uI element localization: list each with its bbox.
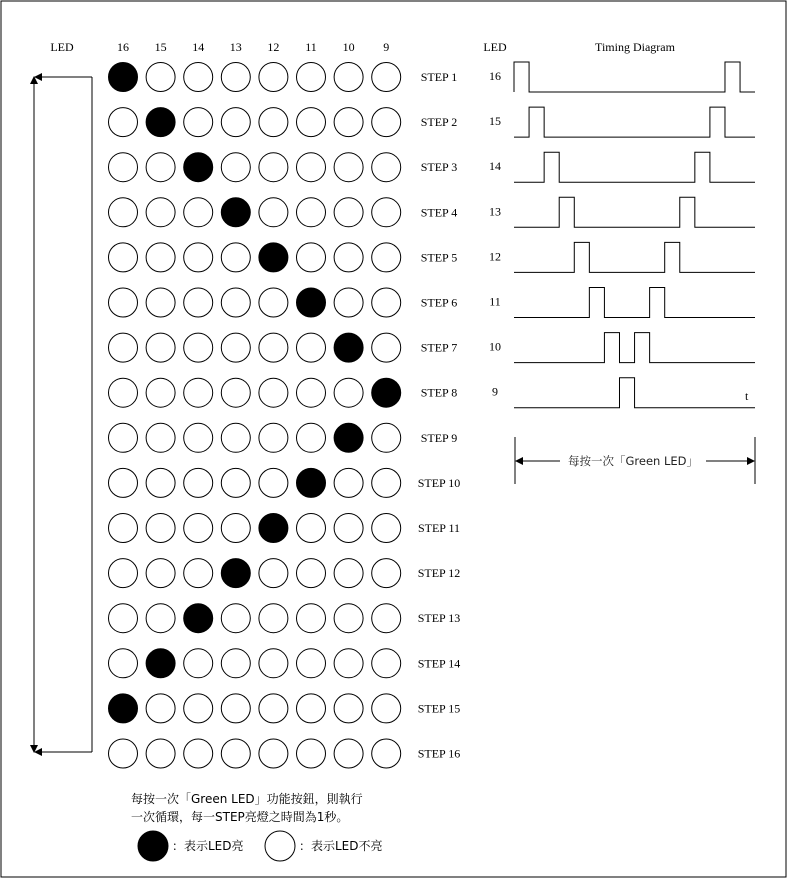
led-grid — [109, 63, 461, 769]
led-unlit — [297, 378, 326, 407]
led-lit — [109, 63, 138, 92]
led-unlit — [297, 423, 326, 452]
led-unlit — [297, 198, 326, 227]
led-unlit — [146, 243, 175, 272]
led-lit — [259, 243, 288, 272]
led-unlit — [372, 108, 401, 137]
led-unlit — [184, 333, 213, 362]
legend-off-label: ：表示LED不亮 — [299, 839, 383, 853]
led-unlit — [221, 153, 250, 182]
step-label: STEP 16 — [417, 746, 461, 761]
led-unlit — [221, 378, 250, 407]
span-label: 每按一次「Green LED」 — [567, 454, 699, 468]
led-unlit — [334, 63, 363, 92]
led-unlit — [334, 153, 363, 182]
led-lit — [146, 108, 175, 137]
led-unlit — [297, 694, 326, 723]
cycle-bracket — [34, 77, 92, 752]
timing-diagram — [489, 62, 755, 408]
timing-row-label: 10 — [489, 339, 501, 354]
timing-trace-led-15 — [514, 107, 755, 137]
led-unlit — [146, 153, 175, 182]
led-unlit — [259, 468, 288, 497]
led-unlit — [221, 108, 250, 137]
led-unlit — [259, 198, 288, 227]
step-row — [109, 153, 458, 182]
step-label: STEP 12 — [417, 566, 461, 581]
timing-row-label: 11 — [489, 294, 501, 309]
timing-led-header: LED — [483, 40, 507, 54]
led-unlit — [146, 378, 175, 407]
led-unlit — [221, 604, 250, 633]
step-row — [109, 288, 458, 317]
timing-trace-led-13 — [514, 197, 755, 227]
led-unlit — [184, 468, 213, 497]
led-unlit — [146, 514, 175, 543]
led-unlit — [146, 198, 175, 227]
step-label: STEP 5 — [420, 250, 458, 265]
led-unlit — [259, 604, 288, 633]
led-unlit — [372, 153, 401, 182]
led-unlit — [372, 514, 401, 543]
led-unlit — [184, 559, 213, 588]
led-unlit — [334, 649, 363, 678]
led-number-14: 14 — [192, 40, 205, 54]
led-unlit — [146, 559, 175, 588]
led-lit — [372, 378, 401, 407]
led-unlit — [146, 423, 175, 452]
step-label: STEP 10 — [417, 475, 461, 490]
led-number-9: 9 — [383, 40, 390, 54]
led-unlit — [259, 649, 288, 678]
led-unlit — [297, 604, 326, 633]
step-row — [109, 243, 458, 272]
led-lit — [221, 559, 250, 588]
led-unlit — [372, 468, 401, 497]
led-unlit — [259, 288, 288, 317]
led-unlit — [297, 333, 326, 362]
span-indicator — [515, 437, 755, 484]
led-lit — [334, 423, 363, 452]
timing-row-label: 16 — [489, 69, 501, 83]
led-unlit — [297, 108, 326, 137]
led-unlit — [184, 108, 213, 137]
led-unlit — [259, 559, 288, 588]
led-unlit — [184, 423, 213, 452]
led-lit — [109, 694, 138, 723]
led-number-15: 15 — [154, 40, 167, 54]
led-number-10: 10 — [342, 40, 355, 54]
led-unlit — [372, 423, 401, 452]
led-unlit — [334, 378, 363, 407]
timing-trace-led-11 — [514, 288, 755, 318]
led-column-header: LED — [50, 40, 74, 54]
timing-trace-led-10 — [514, 333, 755, 363]
led-unlit — [297, 243, 326, 272]
led-unlit — [184, 198, 213, 227]
led-unlit — [184, 514, 213, 543]
step-row — [109, 63, 458, 92]
timing-trace-led-12 — [514, 242, 755, 272]
led-unlit — [221, 649, 250, 678]
led-unlit — [372, 649, 401, 678]
led-unlit — [184, 378, 213, 407]
led-unlit — [221, 423, 250, 452]
led-unlit — [372, 604, 401, 633]
led-unlit — [259, 694, 288, 723]
step-label: STEP 14 — [417, 656, 461, 671]
led-unlit — [146, 288, 175, 317]
led-unlit — [334, 198, 363, 227]
led-unlit — [259, 63, 288, 92]
note-line-1: 每按一次「Green LED」功能按鈕，則執行 — [131, 792, 363, 806]
led-lit — [184, 604, 213, 633]
led-unlit — [259, 153, 288, 182]
timing-trace-led-9 — [514, 378, 755, 408]
led-unlit — [146, 739, 175, 768]
led-unlit — [221, 468, 250, 497]
led-unlit — [184, 694, 213, 723]
led-unlit — [334, 739, 363, 768]
led-unlit — [184, 243, 213, 272]
led-unlit — [109, 559, 138, 588]
led-unlit — [297, 153, 326, 182]
step-label: STEP 8 — [420, 385, 458, 400]
led-number-12: 12 — [267, 40, 280, 54]
legend-lit-led-icon — [138, 831, 168, 861]
led-lit — [259, 514, 288, 543]
led-unlit — [259, 423, 288, 452]
led-unlit — [184, 739, 213, 768]
step-label: STEP 15 — [417, 701, 461, 716]
timing-trace-led-16 — [514, 62, 755, 92]
led-unlit — [221, 63, 250, 92]
step-label: STEP 13 — [417, 611, 461, 626]
step-label: STEP 6 — [420, 295, 458, 310]
led-number-13: 13 — [229, 40, 242, 54]
led-unlit — [146, 63, 175, 92]
led-unlit — [372, 694, 401, 723]
led-unlit — [109, 739, 138, 768]
step-row — [109, 198, 458, 227]
led-unlit — [146, 694, 175, 723]
led-unlit — [297, 559, 326, 588]
step-row — [109, 378, 458, 407]
legend-unlit-led-icon — [265, 831, 295, 861]
step-row — [109, 694, 461, 723]
step-label: STEP 4 — [420, 205, 458, 220]
led-lit — [334, 333, 363, 362]
led-unlit — [109, 153, 138, 182]
led-unlit — [334, 468, 363, 497]
led-unlit — [372, 288, 401, 317]
led-unlit — [372, 333, 401, 362]
led-unlit — [109, 604, 138, 633]
led-unlit — [221, 333, 250, 362]
led-unlit — [259, 739, 288, 768]
legend-on-label: ：表示LED亮 — [172, 839, 244, 853]
led-unlit — [221, 243, 250, 272]
led-unlit — [221, 288, 250, 317]
led-unlit — [109, 108, 138, 137]
led-lit — [221, 198, 250, 227]
led-unlit — [297, 739, 326, 768]
led-unlit — [221, 514, 250, 543]
led-number-11: 11 — [305, 40, 317, 54]
led-unlit — [372, 739, 401, 768]
led-lit — [297, 468, 326, 497]
led-unlit — [334, 604, 363, 633]
led-lit — [184, 153, 213, 182]
led-unlit — [146, 604, 175, 633]
led-unlit — [259, 108, 288, 137]
led-unlit — [334, 559, 363, 588]
step-row — [109, 108, 458, 137]
step-label: STEP 7 — [420, 340, 458, 355]
led-number-16: 16 — [117, 40, 129, 54]
led-unlit — [297, 649, 326, 678]
led-unlit — [372, 198, 401, 227]
note-line-2: 一次循環，每一STEP亮燈之時間為1秒。 — [131, 810, 349, 824]
led-unlit — [334, 514, 363, 543]
timing-row-label: 12 — [489, 249, 501, 264]
timing-diagram-title: Timing Diagram — [595, 40, 675, 54]
step-row — [109, 559, 461, 588]
timing-trace-led-14 — [514, 152, 755, 182]
step-label: STEP 1 — [420, 70, 458, 84]
led-unlit — [334, 694, 363, 723]
led-unlit — [109, 288, 138, 317]
led-unlit — [334, 108, 363, 137]
step-label: STEP 3 — [420, 160, 458, 175]
led-unlit — [372, 559, 401, 588]
led-unlit — [259, 333, 288, 362]
led-unlit — [146, 333, 175, 362]
timing-row-label: 14 — [489, 159, 501, 174]
timing-row-label: 9 — [492, 384, 498, 399]
led-unlit — [259, 378, 288, 407]
led-unlit — [372, 243, 401, 272]
step-row — [109, 333, 458, 362]
step-row — [109, 468, 461, 497]
led-unlit — [221, 739, 250, 768]
led-unlit — [297, 514, 326, 543]
step-row — [109, 423, 458, 452]
led-unlit — [372, 63, 401, 92]
led-unlit — [109, 333, 138, 362]
led-unlit — [109, 378, 138, 407]
timing-row-label: 15 — [489, 114, 501, 129]
timing-row-label: 13 — [489, 204, 501, 219]
led-unlit — [334, 288, 363, 317]
step-label: STEP 11 — [417, 521, 461, 535]
step-row — [109, 649, 461, 678]
led-unlit — [109, 243, 138, 272]
step-row — [109, 514, 461, 543]
led-unlit — [184, 63, 213, 92]
led-unlit — [334, 243, 363, 272]
led-number-header-row — [117, 40, 389, 54]
led-unlit — [146, 468, 175, 497]
led-unlit — [221, 694, 250, 723]
led-unlit — [109, 649, 138, 678]
led-unlit — [109, 468, 138, 497]
led-unlit — [109, 198, 138, 227]
led-lit — [297, 288, 326, 317]
step-label: STEP 9 — [420, 430, 458, 445]
time-axis-label: t — [745, 389, 749, 403]
led-unlit — [109, 514, 138, 543]
legend — [138, 831, 383, 861]
led-lit — [146, 649, 175, 678]
led-unlit — [109, 423, 138, 452]
step-row — [109, 739, 461, 768]
step-row — [109, 604, 461, 633]
led-unlit — [184, 649, 213, 678]
step-label: STEP 2 — [420, 115, 458, 130]
led-unlit — [297, 63, 326, 92]
led-unlit — [184, 288, 213, 317]
